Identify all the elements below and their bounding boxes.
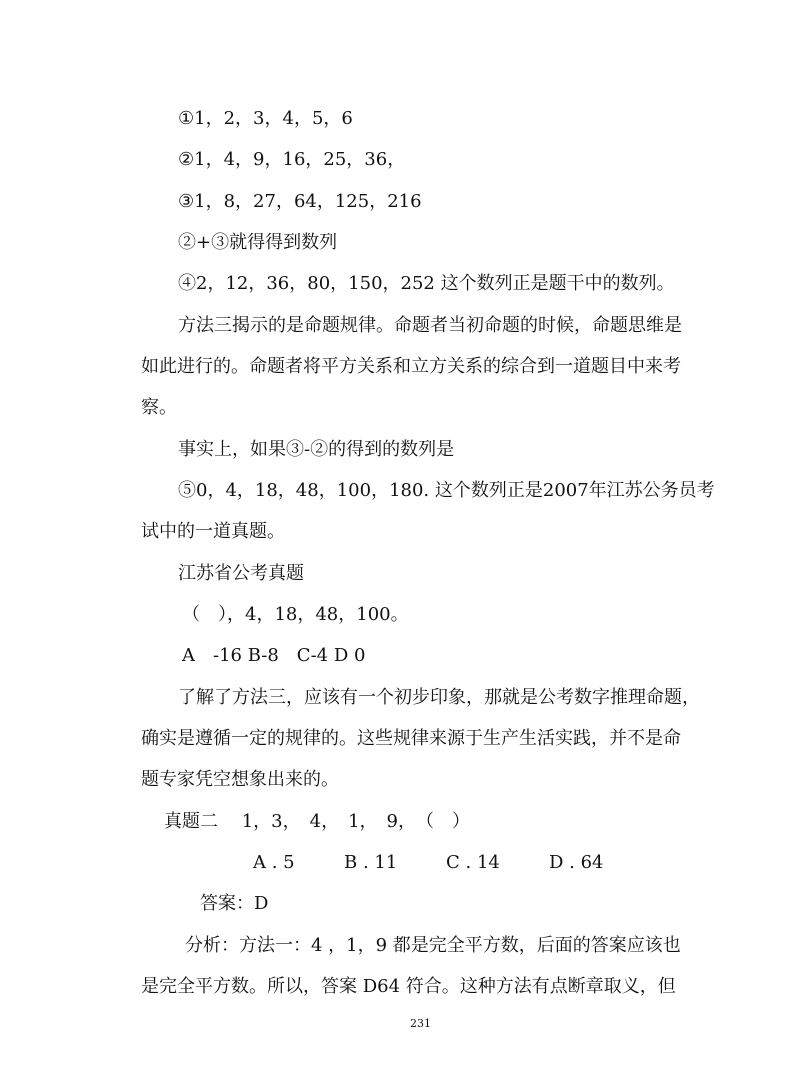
sequence-1: ①1，2，3，4，5，6 <box>178 108 353 129</box>
paragraph-line: 事实上，如果③-②的得到的数列是 <box>178 439 455 460</box>
sequence-2: ②1，4，9，16，25，36， <box>178 149 406 170</box>
question-heading: 江苏省公考真题 <box>178 563 304 584</box>
paragraph-line: 分析：方法一：4 ，1，9 都是完全平方数，后面的答案应该也 <box>185 935 681 956</box>
sequence-3: ③1，8，27，64，125，216 <box>178 191 422 212</box>
paragraph-line: 方法三揭示的是命题规律。命题者当初命题的时候，命题思维是 <box>178 315 682 336</box>
sequence-4: ④2，12，36，80，150，252 这个数列正是题干中的数列。 <box>178 273 675 294</box>
paragraph-line: 如此进行的。命题者将平方关系和立方关系的综合到一道题目中来考 <box>141 356 681 377</box>
question-stem: （ ），4，18，48，100。 <box>182 604 409 625</box>
page-number: 231 <box>410 1017 431 1030</box>
paragraph-line: 是完全平方数。所以，答案 D64 符合。这种方法有点断章取义，但 <box>141 976 676 997</box>
paragraph-line: 题专家凭空想象出来的。 <box>141 769 339 790</box>
sequence-5: ⑤0，4，18，48，100，180. 这个数列正是2007年江苏公务员考 <box>178 480 715 501</box>
paragraph-line: 察。 <box>141 397 177 418</box>
option-c: C . 14 <box>446 852 500 873</box>
option-b: B . 11 <box>344 852 398 873</box>
answer-line: 答案：D <box>200 893 269 914</box>
question-two-stem: 真题二 1，3， 4， 1， 9， （ ） <box>164 811 470 832</box>
option-d: D . 64 <box>549 852 604 873</box>
paragraph-line: 了解了方法三，应该有一个初步印象，那就是公考数字推理命题， <box>178 687 700 708</box>
sequence-sum-note: ②+③就得得到数列 <box>178 232 338 253</box>
question-choices: A -16 B-8 C-4 D 0 <box>182 645 366 666</box>
paragraph-line: 试中的一道真题。 <box>141 521 285 542</box>
paragraph-line: 确实是遵循一定的规律的。这些规律来源于生产生活实践，并不是命 <box>141 728 681 749</box>
option-a: A . 5 <box>253 852 295 873</box>
